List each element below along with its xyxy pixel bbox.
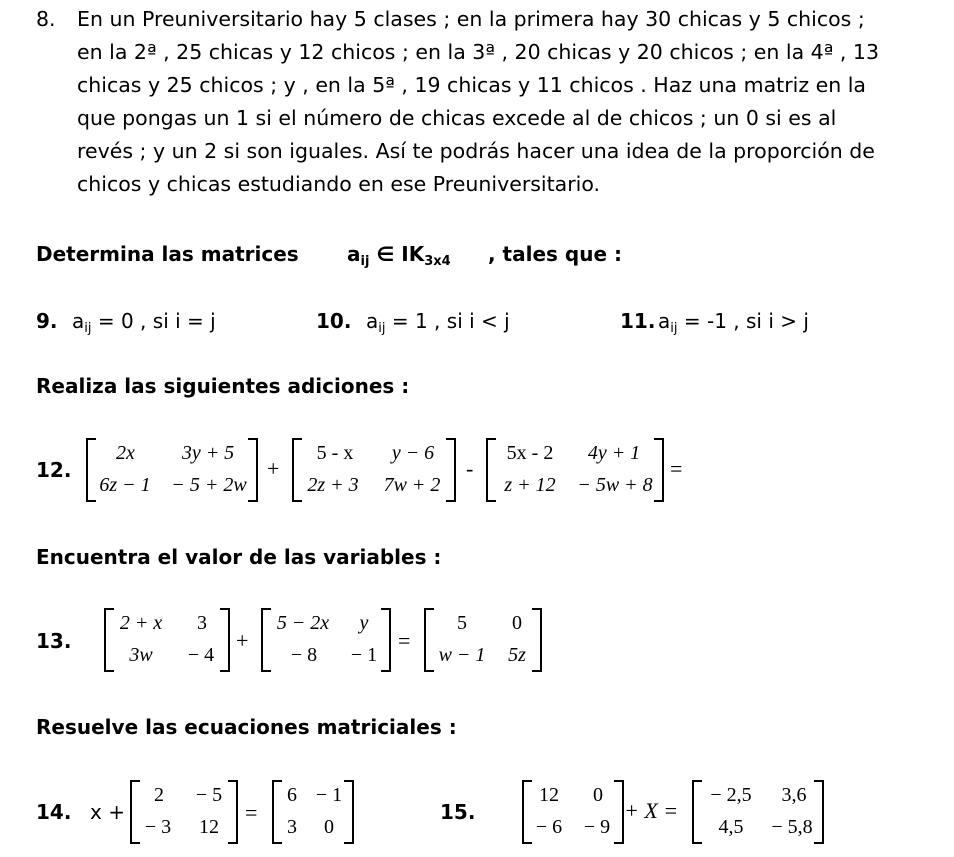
matrix-cell: 3w bbox=[129, 644, 153, 666]
matrix-cell: w − 1 bbox=[438, 644, 486, 666]
ex12-matrix-2 bbox=[292, 438, 456, 502]
problem-8-line-2: en la 2ª , 25 chicas y 12 chicos ; en la 3ª , 20 chicas y 20 chicos ; en la 4ª , 13 bbox=[77, 40, 879, 64]
determina-tail: , tales que : bbox=[488, 242, 622, 266]
ex13-matrix-3 bbox=[424, 608, 542, 672]
matrix-cell: 0 bbox=[593, 784, 603, 806]
ex13-plus: + bbox=[236, 628, 249, 653]
ex12-matrix-1 bbox=[86, 438, 258, 502]
ex15-number: 15. bbox=[440, 800, 476, 824]
ex12-equals: = bbox=[670, 456, 683, 481]
matrix-cell: − 4 bbox=[187, 644, 215, 666]
ex13-matrix-1 bbox=[104, 608, 230, 672]
ex9-formula: $a_{ij} = 0$ , si i = j bbox=[72, 309, 216, 336]
ex12-minus: - bbox=[466, 456, 474, 481]
matrix-cell: − 9 bbox=[583, 816, 611, 838]
matrix-cell: 7w + 2 bbox=[383, 474, 441, 496]
ex14-equals: = bbox=[245, 800, 258, 825]
ij-subscript: ij bbox=[360, 254, 370, 269]
matrix-cell: 5 bbox=[457, 612, 467, 634]
variables-heading: Encuentra el valor de las variables : bbox=[36, 545, 442, 569]
matrix-cell: 12 bbox=[199, 816, 219, 838]
matrix-cell: 2z + 3 bbox=[307, 474, 359, 496]
ex12-number: 12. bbox=[36, 458, 72, 482]
matrix-cell: 5 - x bbox=[316, 442, 354, 464]
matrix-cell: − 1 bbox=[315, 784, 343, 806]
problem-8-line-1: En un Preuniversitario hay 5 clases ; en la primera hay 30 chicas y 5 chicos ; bbox=[77, 7, 865, 31]
determina-heading: Determina las matrices bbox=[36, 242, 299, 266]
matrix-cell: 4,5 bbox=[718, 816, 744, 838]
ex11-formula: $a_{ij} = -1$ , si i > j bbox=[658, 309, 809, 336]
matrix-cell: 6 bbox=[287, 784, 297, 806]
problem-8-line-6: chicos y chicas estudiando en ese Preuniversitario. bbox=[77, 172, 601, 196]
ex12-plus: + bbox=[267, 456, 280, 481]
problem-8-number: 8. bbox=[36, 7, 56, 31]
ex11-number: 11. bbox=[620, 309, 656, 333]
matrix-cell: − 6 bbox=[535, 816, 563, 838]
matrix-cell: 2 + x bbox=[119, 612, 163, 634]
ex15-matrix-2 bbox=[692, 780, 824, 844]
matrix-cell: 3 bbox=[287, 816, 297, 838]
matrix-cell: − 1 bbox=[350, 644, 378, 666]
in-set-symbol: ∈ IK bbox=[376, 242, 425, 266]
matrix-cell: y − 6 bbox=[391, 442, 435, 464]
matrix-cell: − 5w + 8 bbox=[577, 474, 653, 496]
ex15-matrix-1 bbox=[522, 780, 624, 844]
determina-formula bbox=[347, 242, 451, 269]
matrix-cell: 5 − 2x bbox=[276, 612, 330, 634]
matrix-cell: 0 bbox=[324, 816, 334, 838]
matrix-cell: 5x - 2 bbox=[506, 442, 554, 464]
dims-subscript: 3x4 bbox=[424, 254, 451, 269]
ex13-matrix-2 bbox=[261, 608, 391, 672]
a-symbol: a bbox=[347, 242, 361, 266]
matrix-cell: 6z − 1 bbox=[99, 474, 151, 496]
ex13-number: 13. bbox=[36, 629, 72, 653]
problem-8-line-4: que pongas un 1 si el número de chicas excede al de chicos ; un 0 si es al bbox=[77, 106, 837, 130]
ex15-plus-x-equals: + X = bbox=[624, 798, 679, 823]
matrix-cell: − 5 + 2w bbox=[171, 474, 247, 496]
ex10-formula: $a_{ij} = 1$ , si i < j bbox=[366, 309, 510, 336]
matrix-cell: y bbox=[359, 612, 369, 634]
ex10-number: 10. bbox=[316, 309, 352, 333]
matrix-cell: 12 bbox=[539, 784, 559, 806]
ex13-equals: = bbox=[398, 628, 411, 653]
matrix-cell: 5z bbox=[508, 644, 526, 666]
matrix-cell: − 8 bbox=[290, 644, 318, 666]
matrix-cell: 2 bbox=[154, 784, 164, 806]
ex14-matrix-2 bbox=[272, 780, 354, 844]
matrix-cell: − 5 bbox=[195, 784, 223, 806]
matrix-cell: − 2,5 bbox=[710, 784, 752, 806]
matrix-cell: z + 12 bbox=[504, 474, 556, 496]
ex12-matrix-3 bbox=[486, 438, 664, 502]
matrix-cell: 3y + 5 bbox=[181, 442, 235, 464]
matrix-cell: 0 bbox=[512, 612, 522, 634]
matrix-cell: 4y + 1 bbox=[587, 442, 641, 464]
adiciones-heading: Realiza las siguientes adiciones : bbox=[36, 374, 410, 398]
ex14-x-plus: x + bbox=[90, 800, 125, 824]
ex14-number: 14. bbox=[36, 800, 72, 824]
matrix-cell: − 3 bbox=[144, 816, 172, 838]
problem-8-line-3: chicas y 25 chicos ; y , en la 5ª , 19 chicas y 11 chicos . Haz una matriz en la bbox=[77, 73, 866, 97]
ex14-matrix-1 bbox=[130, 780, 238, 844]
matrix-cell: 2x bbox=[116, 442, 135, 464]
problem-8-line-5: revés ; y un 2 si son iguales. Así te podrás hacer una idea de la proporción de bbox=[77, 139, 875, 163]
ecuaciones-heading: Resuelve las ecuaciones matriciales : bbox=[36, 715, 457, 739]
matrix-cell: 3 bbox=[197, 612, 207, 634]
ex9-number: 9. bbox=[36, 309, 58, 333]
matrix-cell: − 5,8 bbox=[771, 816, 813, 838]
matrix-cell: 3,6 bbox=[781, 784, 807, 806]
